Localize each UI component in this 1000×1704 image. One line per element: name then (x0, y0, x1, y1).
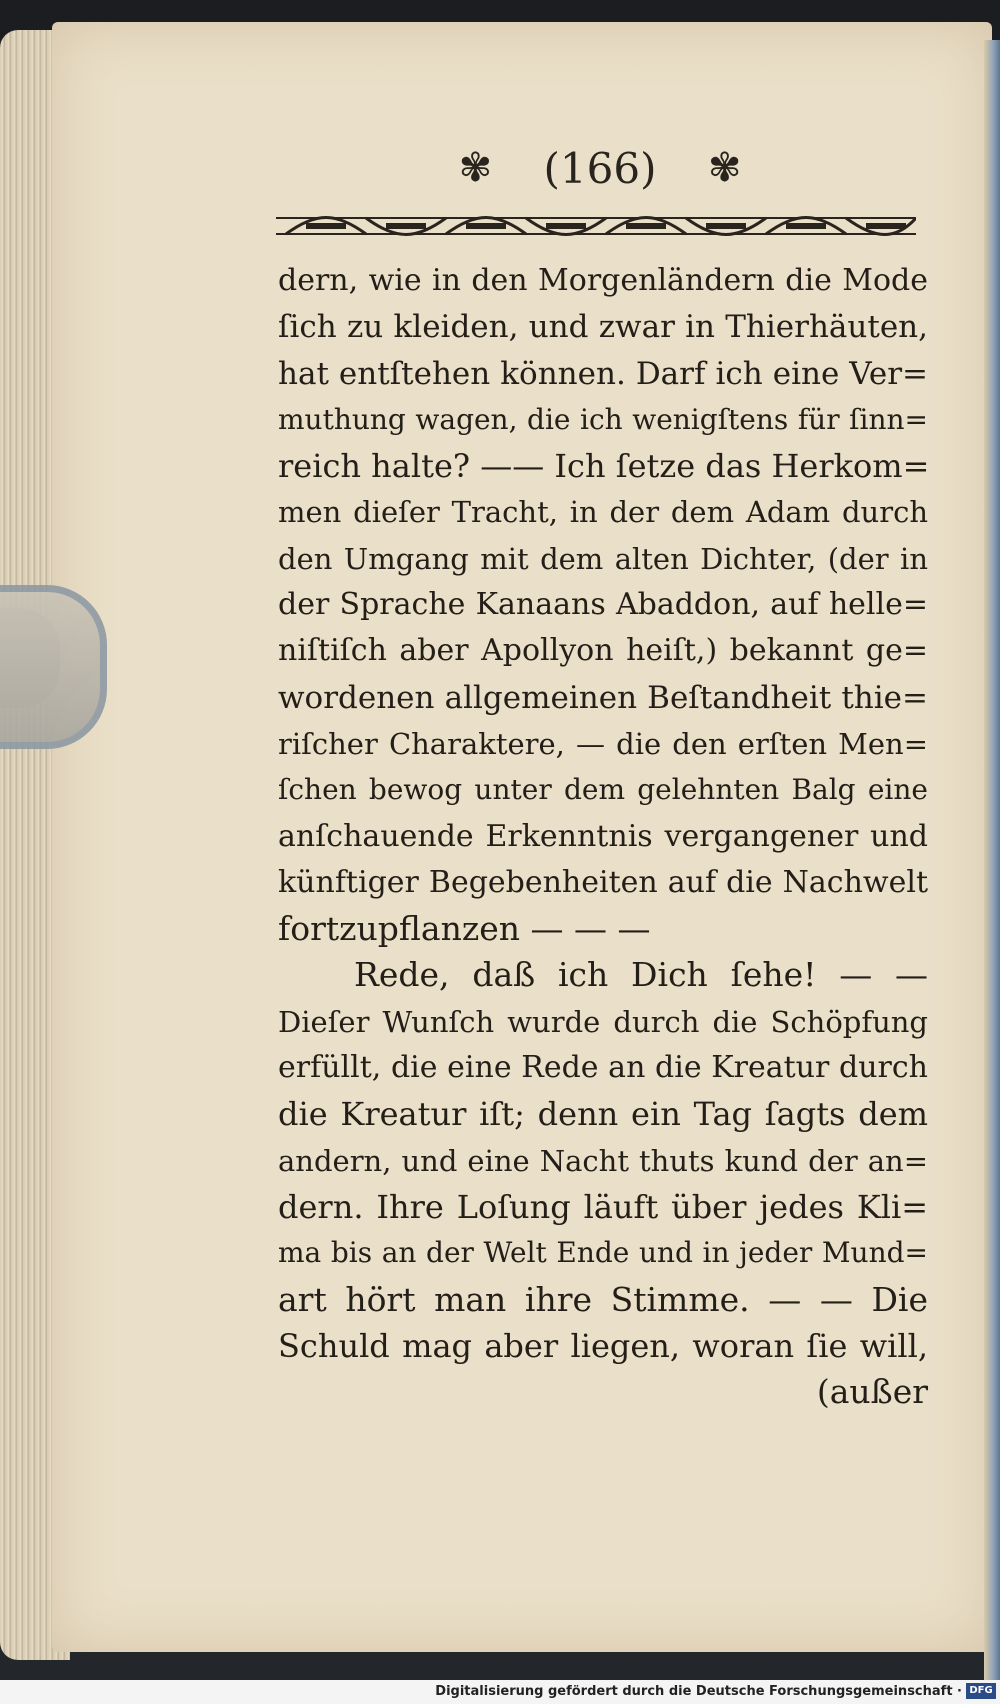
text-line: Schuld mag aber liegen, woran ſie will, (278, 1326, 928, 1365)
page-number: (166) (543, 143, 657, 193)
flower-ornament-icon: ✾ (458, 145, 493, 191)
text-line: ſich zu kleiden, und zwar in Thierhäuten, (278, 309, 928, 346)
text-line: wordenen allgemeinen Beſtandheit thie= (278, 679, 928, 716)
text-line: ma bis an der Welt Ende und in jeder Mund= (278, 1236, 928, 1270)
text-line: die Kreatur iſt; denn ein Tag ſagts dem (278, 1095, 928, 1134)
text-line: Rede, daß ich Dich ſehe! — — (354, 955, 928, 995)
text-line: riſcher Charaktere, — die den erſten Men= (278, 726, 928, 761)
text-line: men dieſer Tracht, in der dem Adam durch (278, 495, 928, 530)
bookmark-clip (0, 585, 107, 749)
flower-ornament-icon: ✾ (707, 145, 742, 191)
text-line: künftiger Begebenheiten auf die Nachwelt (278, 864, 928, 900)
text-line: muthung wagen, die ich wenigſtens für ſinn= (278, 402, 928, 436)
text-line: dern. Ihre Loſung läuft über jedes Kli= (278, 1187, 928, 1226)
text-line: ſchen bewog unter dem gelehnten Balg eine (278, 773, 928, 807)
funding-credit: Digitalisierung gefördert durch die Deutsche Forschungsgemeinschaft · (435, 1684, 962, 1699)
text-line: den Umgang mit dem alten Dichter, (der in (278, 541, 928, 576)
catchword: (außer (816, 1372, 928, 1412)
text-line: niſtiſch aber Apollyon heiſt,) bekannt ge= (278, 633, 928, 669)
text-line: der Sprache Kanaans Abaddon, auf helle= (278, 587, 928, 623)
text-line: art hört man ihre Stimme. — — Die (278, 1279, 928, 1319)
text-line: erfüllt, die eine Rede an die Kreatur durch (278, 1050, 928, 1086)
text-line: anſchauende Erkenntnis vergangener und (278, 818, 928, 854)
text-line: reich halte? —— Ich ſetze das Herkom= (278, 447, 930, 486)
digitization-footer (0, 1680, 1000, 1704)
text-line: hat entſtehen können. Darf ich eine Ver= (278, 355, 928, 392)
text-line: Dieſer Wunſch wurde durch die Schöpfung (278, 1004, 928, 1039)
text-line: andern, und eine Nacht thuts kund der an= (278, 1143, 928, 1178)
book-binding-edge (984, 40, 1000, 1680)
text-line: dern, wie in den Morgenländern die Mode (278, 263, 928, 298)
page-body-text (278, 258, 928, 1415)
text-line: fortzupflanzen — — — (278, 909, 651, 949)
decorative-rule (276, 208, 916, 244)
dfg-logo-icon: DFG (966, 1683, 996, 1699)
page-header (270, 140, 930, 200)
